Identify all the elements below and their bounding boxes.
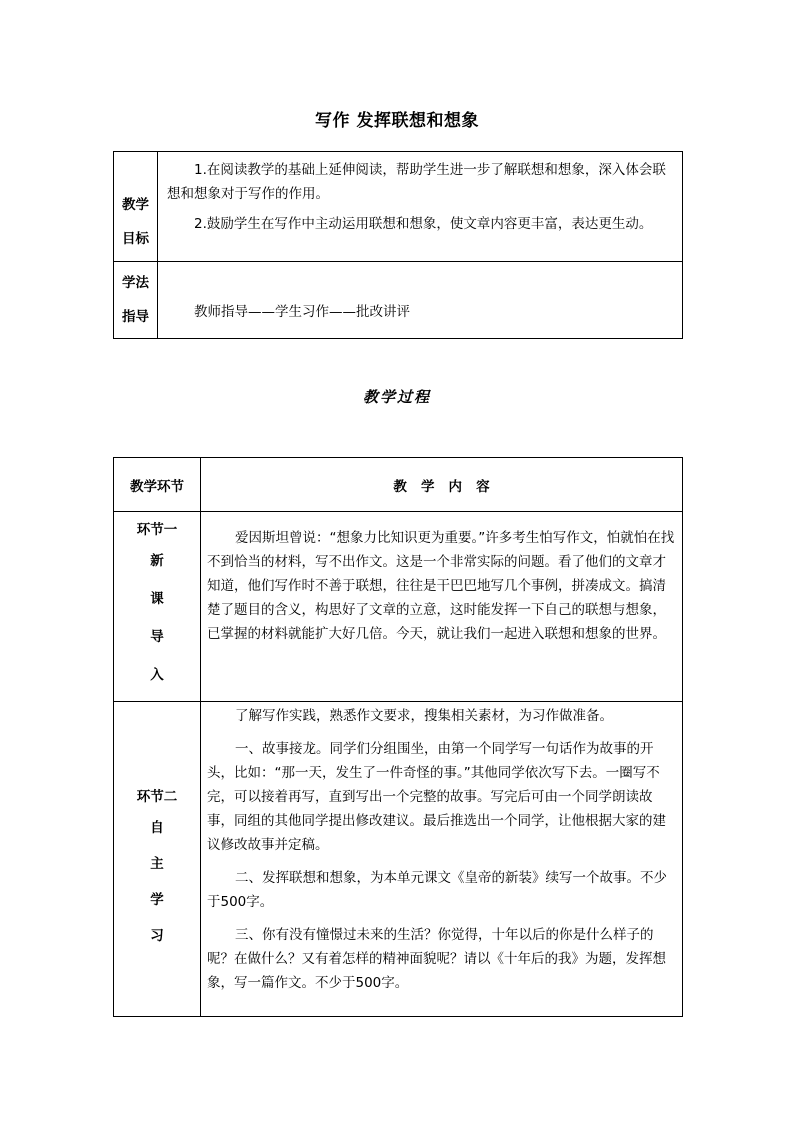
process-table [113,457,683,1017]
goals-label-line: 教学 [122,197,149,213]
stage-name: 环节一 [136,522,178,538]
goals-content-cell [158,152,683,262]
stage-char: 新 [150,553,164,569]
content-cell [201,702,683,1017]
goals-table [113,151,683,339]
content-paragraph: 爱因斯坦曾说：“想象力比知识更为重要。”许多考生怕写作文，怕就怕在找不到恰当的材料，写不出作文。这是一个非常实际的问题。看了他们的文章才知道，他们写作时不善于联想，往往是干巴巴地写几个事例，拼凑成文。搞清楚了题目的含义，构思好了文章的立意，这时能发挥一下自己的联想与想象，已掌握的材料就能扩大好几倍。今天，就让我们一起进入联想和想象的世界。 [207,530,675,642]
method-text: 教师指导——学生习作——批改讲评 [194,304,410,320]
method-row [114,262,683,339]
stage-cell [114,512,201,702]
process-row [114,702,683,1017]
content-paragraph: 了解写作实践，熟悉作文要求，搜集相关素材，为习作做准备。 [235,708,613,724]
method-label-line: 学法 [122,275,149,291]
content-paragraph: 一、故事接龙。同学们分组围坐，由第一个同学写一句话作为故事的开头，比如：“那一天，发生了一件奇怪的事。”其他同学依次写下去。一圈写不完，可以接着再写，直到写出一个完整的故事。写完后可由一个同学朗读故事，同组的其他同学提出修改建议。最后推选出一个同学，让他根据大家的建议修改故事并定稿。 [207,741,666,853]
goals-label-cell [114,152,158,262]
goal-item: 2.鼓励学生在写作中主动运用联想和想象，使文章内容更丰富，表达更生动。 [194,216,653,232]
goals-row [114,152,683,262]
method-label-line: 指导 [122,309,149,325]
process-row [114,512,683,702]
stage-char: 主 [150,856,164,872]
process-header-row [114,458,683,512]
page-title: 写作 发挥联想和想象 [315,111,479,131]
method-content-cell [158,262,683,339]
stage-cell [114,702,201,1017]
goals-label-line: 目标 [122,231,149,247]
stage-header: 教学环节 [114,458,201,512]
content-paragraph: 三、你有没有憧憬过未来的生活？你觉得，十年以后的你是什么样子的呢？在做什么？又有着怎样的精神面貌呢？请以《十年后的我》为题，发挥想象，写一篇作文。不少于500字。 [207,927,666,991]
method-label-cell [114,262,158,339]
stage-char: 习 [150,928,164,944]
stage-char: 入 [150,667,164,683]
stage-name: 环节二 [136,789,178,805]
goal-item: 1.在阅读教学的基础上延伸阅读，帮助学生进一步了解联想和想象，深入体会联想和想象对于写作的作用。 [167,162,666,202]
process-title: 教学过程 [362,388,431,406]
stage-char: 课 [150,591,164,607]
stage-char: 自 [150,820,164,836]
content-header: 教 学 内 容 [201,458,683,512]
content-paragraph: 二、发挥联想和想象，为本单元课文《皇帝的新装》续写一个故事。不少于500字。 [207,870,667,910]
content-cell [201,512,683,702]
stage-char: 学 [150,892,164,908]
stage-char: 导 [150,629,164,645]
